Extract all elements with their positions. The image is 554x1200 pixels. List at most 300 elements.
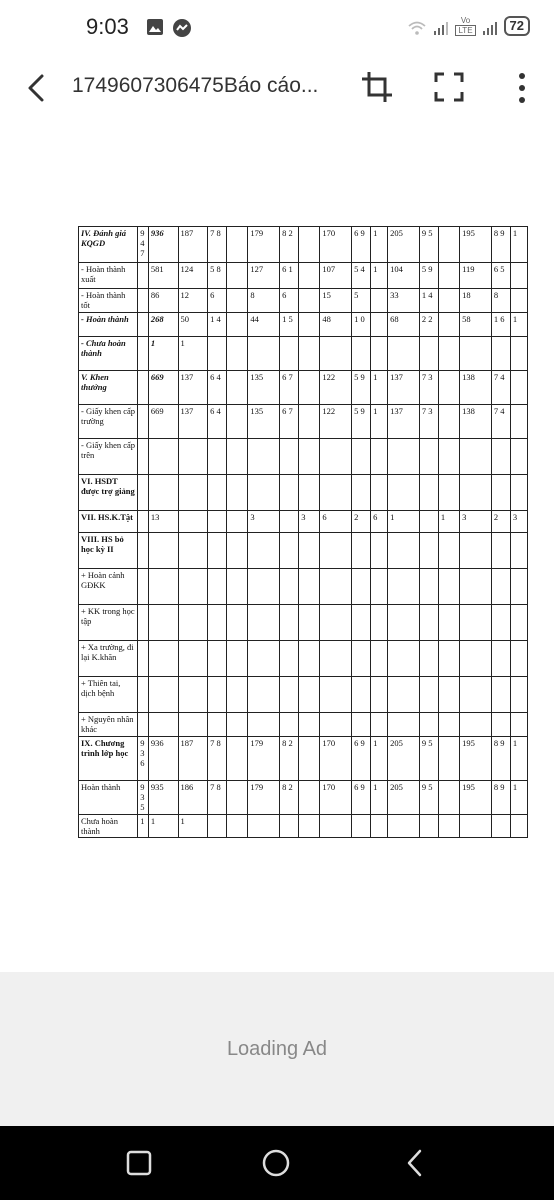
table-cell: 5 8 xyxy=(208,263,227,289)
table-cell xyxy=(248,569,280,605)
table-cell xyxy=(371,605,388,641)
table-row xyxy=(79,605,528,641)
table-cell: 44 xyxy=(248,313,280,337)
table-cell: 187 xyxy=(178,227,208,263)
table-cell: 122 xyxy=(320,405,352,439)
back-arrow-icon[interactable] xyxy=(22,72,54,104)
fullscreen-icon[interactable] xyxy=(434,72,464,102)
row-label: - Chưa hoàn thành xyxy=(79,337,138,371)
table-cell xyxy=(460,569,492,605)
table-cell xyxy=(248,439,280,475)
table-cell xyxy=(178,475,208,511)
table-cell xyxy=(320,439,352,475)
table-cell xyxy=(248,475,280,511)
table-cell xyxy=(208,475,227,511)
table-cell xyxy=(280,605,299,641)
table-cell: 6 5 xyxy=(491,263,510,289)
table-cell: 2 xyxy=(352,511,371,533)
table-cell xyxy=(280,533,299,569)
table-cell: 9 3 6 xyxy=(138,737,149,781)
table-cell xyxy=(438,815,459,838)
table-cell: 170 xyxy=(320,781,352,815)
table-cell xyxy=(138,677,149,713)
table-cell xyxy=(178,569,208,605)
table-cell xyxy=(299,439,320,475)
table-cell xyxy=(438,475,459,511)
table-cell xyxy=(320,641,352,677)
table-cell xyxy=(280,641,299,677)
table-cell xyxy=(227,263,248,289)
navigation-bar xyxy=(0,1126,554,1200)
table-cell: 6 4 xyxy=(208,371,227,405)
table-cell: 135 xyxy=(248,371,280,405)
table-cell: 8 9 xyxy=(491,781,510,815)
table-cell: 1 xyxy=(510,227,527,263)
table-cell xyxy=(299,337,320,371)
home-icon[interactable] xyxy=(261,1148,291,1178)
table-cell: 13 xyxy=(148,511,178,533)
table-cell xyxy=(148,475,178,511)
table-cell: 1 xyxy=(438,511,459,533)
table-cell: 8 9 xyxy=(491,227,510,263)
table-cell xyxy=(510,371,527,405)
table-cell xyxy=(388,815,420,838)
table-cell xyxy=(280,677,299,713)
row-label: + KK trong học tập xyxy=(79,605,138,641)
table-cell: 6 xyxy=(208,289,227,313)
table-cell xyxy=(299,263,320,289)
table-cell xyxy=(320,677,352,713)
row-label: + Nguyên nhân khác xyxy=(79,713,138,737)
table-cell xyxy=(138,313,149,337)
recent-apps-icon[interactable] xyxy=(124,1148,154,1178)
table-cell xyxy=(299,533,320,569)
table-cell: 1 0 xyxy=(352,313,371,337)
battery-indicator: 72 xyxy=(504,16,530,36)
table-cell xyxy=(227,781,248,815)
table-cell: 669 xyxy=(148,405,178,439)
table-cell: 6 xyxy=(320,511,352,533)
table-cell xyxy=(227,641,248,677)
table-cell xyxy=(371,313,388,337)
table-cell: 6 1 xyxy=(280,263,299,289)
table-cell xyxy=(299,405,320,439)
table-cell xyxy=(388,337,420,371)
table-cell: 1 4 xyxy=(208,313,227,337)
status-bar xyxy=(0,0,554,56)
table-cell xyxy=(227,511,248,533)
table-cell xyxy=(280,337,299,371)
table-cell xyxy=(491,533,510,569)
table-cell xyxy=(227,439,248,475)
row-label: Hoàn thành xyxy=(79,781,138,815)
table-cell xyxy=(138,405,149,439)
table-row xyxy=(79,533,528,569)
table-cell: 7 3 xyxy=(419,371,438,405)
table-cell xyxy=(138,475,149,511)
table-cell xyxy=(320,569,352,605)
table-cell xyxy=(178,677,208,713)
table-cell xyxy=(491,677,510,713)
table-cell xyxy=(138,439,149,475)
table-row xyxy=(79,475,528,511)
table-cell xyxy=(371,533,388,569)
wifi-icon xyxy=(407,20,427,36)
table-cell: 7 8 xyxy=(208,227,227,263)
table-cell xyxy=(460,641,492,677)
table-cell xyxy=(388,533,420,569)
table-cell: 7 8 xyxy=(208,781,227,815)
table-cell: 1 xyxy=(178,337,208,371)
table-cell xyxy=(510,713,527,737)
table-cell: 9 5 xyxy=(419,781,438,815)
table-cell: 8 2 xyxy=(280,781,299,815)
table-cell xyxy=(299,227,320,263)
table-cell xyxy=(438,641,459,677)
table-cell xyxy=(299,815,320,838)
document-title: 1749607306475Báo cáo... xyxy=(72,74,319,97)
table-cell: 3 xyxy=(510,511,527,533)
table-cell: 119 xyxy=(460,263,492,289)
table-cell: 179 xyxy=(248,227,280,263)
table-cell: 48 xyxy=(320,313,352,337)
table-cell xyxy=(320,605,352,641)
table-cell: 68 xyxy=(388,313,420,337)
status-right xyxy=(407,16,530,36)
table-cell: 3 xyxy=(299,511,320,533)
table-row xyxy=(79,263,528,289)
table-cell xyxy=(371,337,388,371)
row-label: + Hoàn cảnh GĐKK xyxy=(79,569,138,605)
table-cell: 6 9 xyxy=(352,781,371,815)
gallery-icon xyxy=(146,18,164,36)
table-cell xyxy=(460,439,492,475)
table-cell xyxy=(460,605,492,641)
table-cell xyxy=(227,737,248,781)
table-cell xyxy=(438,605,459,641)
table-cell xyxy=(208,815,227,838)
table-cell xyxy=(299,677,320,713)
table-cell: 2 2 xyxy=(419,313,438,337)
table-cell: 205 xyxy=(388,227,420,263)
row-label: - Giấy khen cấp trên xyxy=(79,439,138,475)
table-cell xyxy=(491,713,510,737)
table-cell xyxy=(148,533,178,569)
table-cell xyxy=(460,677,492,713)
table-cell xyxy=(438,781,459,815)
table-cell xyxy=(208,569,227,605)
table-cell xyxy=(438,263,459,289)
table-row xyxy=(79,713,528,737)
table-cell xyxy=(352,815,371,838)
table-cell: 179 xyxy=(248,737,280,781)
table-cell xyxy=(208,605,227,641)
table-cell xyxy=(227,289,248,313)
table-cell: 86 xyxy=(148,289,178,313)
table-cell xyxy=(320,337,352,371)
table-cell: 33 xyxy=(388,289,420,313)
table-cell xyxy=(227,475,248,511)
table-cell xyxy=(491,337,510,371)
table-cell: 6 7 xyxy=(280,405,299,439)
table-cell: 9 5 xyxy=(419,737,438,781)
table-cell: 8 9 xyxy=(491,737,510,781)
table-cell xyxy=(491,605,510,641)
table-cell: 5 9 xyxy=(419,263,438,289)
table-cell xyxy=(280,475,299,511)
table-cell xyxy=(248,533,280,569)
table-cell xyxy=(510,263,527,289)
table-cell: 6 9 xyxy=(352,227,371,263)
table-cell xyxy=(299,475,320,511)
table-cell: 1 xyxy=(371,227,388,263)
table-cell: 15 xyxy=(320,289,352,313)
row-label: + Xa trường, đi lại K.khăn xyxy=(79,641,138,677)
table-cell xyxy=(510,677,527,713)
table-cell xyxy=(438,439,459,475)
row-label: V. Khen thưởng xyxy=(79,371,138,405)
table-cell xyxy=(352,677,371,713)
table-cell xyxy=(388,713,420,737)
table-cell xyxy=(148,713,178,737)
table-cell xyxy=(419,815,438,838)
table-cell: 1 xyxy=(371,781,388,815)
table-cell xyxy=(138,605,149,641)
table-cell: 669 xyxy=(148,371,178,405)
table-cell: 137 xyxy=(388,405,420,439)
table-cell: 8 xyxy=(491,289,510,313)
table-cell: 122 xyxy=(320,371,352,405)
table-cell xyxy=(227,533,248,569)
more-options-icon[interactable] xyxy=(512,70,532,106)
table-cell xyxy=(208,511,227,533)
table-cell: 5 4 xyxy=(352,263,371,289)
row-label: - Hoàn thành xyxy=(79,313,138,337)
row-label: VI. HSDT được trợ giảng xyxy=(79,475,138,511)
table-cell: 268 xyxy=(148,313,178,337)
document-viewer[interactable] xyxy=(0,120,554,972)
table-cell: 1 xyxy=(138,815,149,838)
table-cell xyxy=(491,439,510,475)
table-cell: 1 xyxy=(148,815,178,838)
table-cell xyxy=(299,641,320,677)
table-cell: 1 5 xyxy=(280,313,299,337)
table-cell xyxy=(419,337,438,371)
row-label: - Hoàn thành tốt xyxy=(79,289,138,313)
table-cell xyxy=(148,677,178,713)
table-cell xyxy=(178,641,208,677)
table-cell: 50 xyxy=(178,313,208,337)
table-cell xyxy=(320,815,352,838)
table-cell: 138 xyxy=(460,371,492,405)
table-cell: 170 xyxy=(320,737,352,781)
table-cell: 8 2 xyxy=(280,737,299,781)
table-row xyxy=(79,439,528,475)
table-cell xyxy=(208,713,227,737)
table-cell xyxy=(352,337,371,371)
table-row xyxy=(79,641,528,677)
table-cell: 581 xyxy=(148,263,178,289)
table-cell xyxy=(460,815,492,838)
table-cell: 936 xyxy=(148,227,178,263)
table-cell xyxy=(299,605,320,641)
table-cell: 1 xyxy=(510,313,527,337)
nav-back-icon[interactable] xyxy=(400,1148,430,1178)
row-label: + Thiên tai, dịch bệnh xyxy=(79,677,138,713)
table-cell xyxy=(388,641,420,677)
table-cell xyxy=(371,439,388,475)
table-cell xyxy=(299,713,320,737)
table-row xyxy=(79,289,528,313)
volte-indicator: Vo LTE xyxy=(455,17,475,36)
table-cell xyxy=(320,533,352,569)
table-cell: 7 8 xyxy=(208,737,227,781)
table-cell: 1 xyxy=(510,781,527,815)
table-cell: 3 xyxy=(248,511,280,533)
table-cell xyxy=(148,439,178,475)
table-cell xyxy=(138,289,149,313)
row-label: IV. Đánh giá KQGD xyxy=(79,227,138,263)
table-cell: 936 xyxy=(148,737,178,781)
table-cell: 12 xyxy=(178,289,208,313)
table-cell: 137 xyxy=(388,371,420,405)
table-row xyxy=(79,371,528,405)
table-cell xyxy=(419,511,438,533)
table-cell xyxy=(510,337,527,371)
table-row xyxy=(79,227,528,263)
table-cell xyxy=(438,533,459,569)
table-cell xyxy=(371,713,388,737)
table-cell: 6 4 xyxy=(208,405,227,439)
table-cell xyxy=(438,371,459,405)
table-cell xyxy=(178,511,208,533)
table-cell xyxy=(460,713,492,737)
table-cell: 6 xyxy=(371,511,388,533)
table-cell: 9 4 7 xyxy=(138,227,149,263)
table-cell: 195 xyxy=(460,781,492,815)
messenger-icon xyxy=(172,18,192,38)
table-cell xyxy=(148,605,178,641)
table-cell xyxy=(299,289,320,313)
table-cell xyxy=(419,713,438,737)
table-cell xyxy=(371,569,388,605)
table-cell xyxy=(248,641,280,677)
table-cell xyxy=(460,533,492,569)
table-cell: 1 xyxy=(388,511,420,533)
table-cell: 104 xyxy=(388,263,420,289)
table-cell: 6 7 xyxy=(280,371,299,405)
table-cell xyxy=(388,569,420,605)
report-table xyxy=(78,226,528,838)
table-cell xyxy=(280,815,299,838)
table-cell xyxy=(178,605,208,641)
table-cell xyxy=(419,605,438,641)
table-cell: 9 3 5 xyxy=(138,781,149,815)
table-cell xyxy=(138,713,149,737)
table-cell xyxy=(491,641,510,677)
table-cell xyxy=(352,605,371,641)
table-cell: 1 4 xyxy=(419,289,438,313)
table-cell: 5 9 xyxy=(352,371,371,405)
table-cell: 1 6 xyxy=(491,313,510,337)
table-row xyxy=(79,313,528,337)
table-cell: 170 xyxy=(320,227,352,263)
table-cell xyxy=(438,569,459,605)
table-cell xyxy=(227,605,248,641)
table-cell xyxy=(388,475,420,511)
table-cell xyxy=(227,313,248,337)
table-cell: 9 5 xyxy=(419,227,438,263)
signal-icon xyxy=(433,20,449,36)
table-cell xyxy=(510,405,527,439)
table-cell xyxy=(388,677,420,713)
table-row xyxy=(79,337,528,371)
table-cell: 1 xyxy=(371,737,388,781)
table-cell xyxy=(419,533,438,569)
table-cell xyxy=(299,569,320,605)
table-row xyxy=(79,511,528,533)
table-cell xyxy=(138,511,149,533)
table-cell xyxy=(248,815,280,838)
table-cell xyxy=(299,781,320,815)
table-cell xyxy=(299,371,320,405)
table-cell xyxy=(491,815,510,838)
table-cell xyxy=(371,677,388,713)
table-cell: 179 xyxy=(248,781,280,815)
table-cell xyxy=(419,475,438,511)
table-cell: 1 xyxy=(510,737,527,781)
table-cell: 187 xyxy=(178,737,208,781)
table-cell xyxy=(352,641,371,677)
table-cell xyxy=(419,641,438,677)
table-cell: 1 xyxy=(371,405,388,439)
table-cell xyxy=(248,337,280,371)
table-cell xyxy=(148,569,178,605)
table-cell xyxy=(419,569,438,605)
table-cell xyxy=(178,533,208,569)
toolbar xyxy=(0,56,554,120)
table-cell xyxy=(352,533,371,569)
table-cell xyxy=(227,337,248,371)
table-cell xyxy=(320,713,352,737)
table-cell xyxy=(352,475,371,511)
crop-icon[interactable] xyxy=(360,70,394,104)
table-row xyxy=(79,781,528,815)
table-cell xyxy=(438,737,459,781)
table-cell xyxy=(248,605,280,641)
table-cell: 6 9 xyxy=(352,737,371,781)
table-cell: 7 3 xyxy=(419,405,438,439)
table-row xyxy=(79,569,528,605)
table-cell: 127 xyxy=(248,263,280,289)
table-cell xyxy=(438,713,459,737)
table-cell xyxy=(510,533,527,569)
table-cell xyxy=(280,439,299,475)
table-cell xyxy=(227,677,248,713)
table-cell: 205 xyxy=(388,781,420,815)
table-cell xyxy=(208,337,227,371)
table-cell xyxy=(280,569,299,605)
ad-banner[interactable] xyxy=(0,972,554,1126)
table-cell xyxy=(138,263,149,289)
table-cell xyxy=(138,569,149,605)
table-cell xyxy=(299,313,320,337)
table-cell xyxy=(352,439,371,475)
table-cell: 1 xyxy=(178,815,208,838)
table-cell xyxy=(299,737,320,781)
table-cell xyxy=(371,475,388,511)
table-cell: 195 xyxy=(460,737,492,781)
